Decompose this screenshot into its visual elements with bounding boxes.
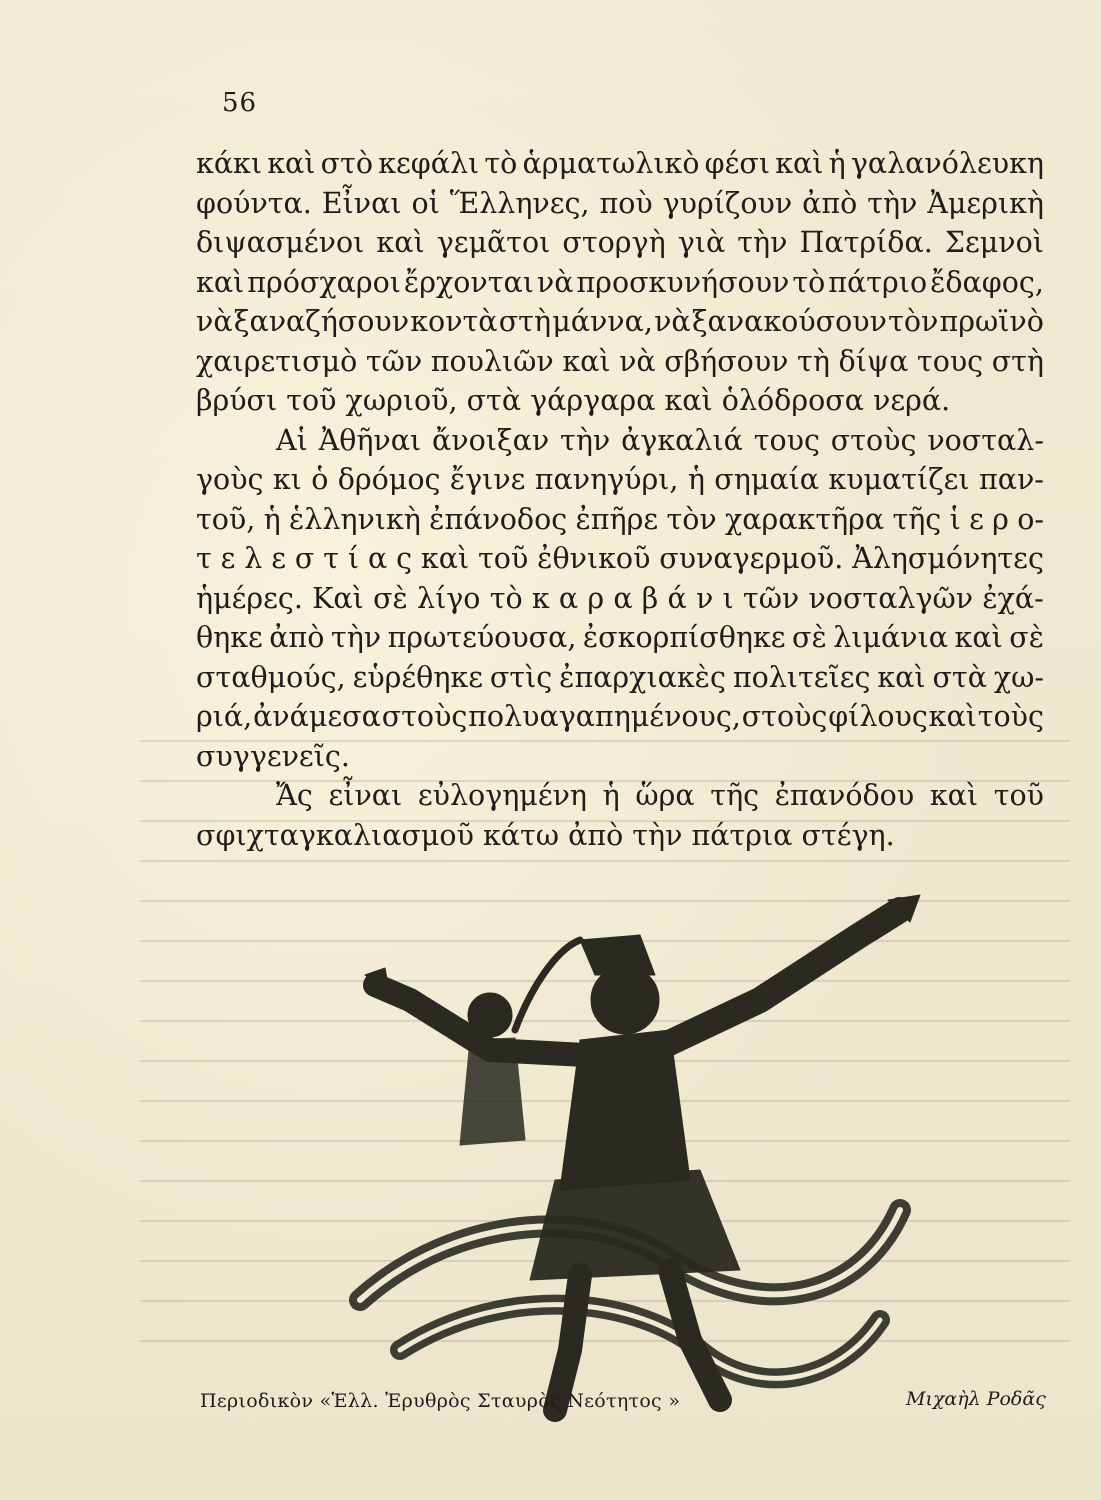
text-line: ριά, ἀνάμεσα στοὺς πολυαγαπημένους, στοὺς φίλους καὶ τοὺς [196,700,1044,733]
text-line: χαιρετισμὸ τῶν πουλιῶν καὶ νὰ σβήσουν τὴ δίψα τους στὴ [196,344,1044,378]
text-line: γοὺς κι ὁ δρόμος ἔγινε πανηγύρι, ἡ σημαία κυματίζει παν- [196,463,1044,496]
text-line: τοῦ, ἡ ἑλληνικὴ ἐπάνοδος ἐπῆρε τὸν χαρακτῆρα τῆς ἱ ε ρ ο- [196,502,1044,536]
text-line: Αἱ Ἀθῆναι ἄνοιξαν τὴν ἀγκαλιά τους στοὺς νοσταλ- [276,423,1044,457]
text-line: διψασμένοι καὶ γεμᾶτοι στοργὴ γιὰ τὴν Πατρίδα. Σεμνοὶ [196,226,1044,259]
text-line: κάκι καὶ στὸ κεφάλι τὸ ἁρματωλικὸ φέσι καὶ ἡ γαλανόλευκη [196,147,1044,180]
body-text [196,144,1044,855]
dancing-figure-illustration [340,880,940,1440]
text-line: ἡμέρες. Καὶ σὲ λίγο τὸ κ α ρ α β ά ν ι τῶν νοσταλγῶν ἐχά- [196,581,1044,615]
text-line: φούντα. Εἶναι οἱ Ἕλληνες, ποὺ γυρίζουν ἀπὸ τὴν Ἀμερικὴ [196,186,1044,220]
text-line: σταθμούς, εὑρέθηκε στὶς ἐπαρχιακὲς πολιτεῖες καὶ στὰ χω- [196,660,1044,694]
text-line: σφιχταγκαλιασμοῦ κάτω ἀπὸ τὴν πάτρια στέγη. [196,818,895,852]
text-line: συγγενεῖς. [196,739,350,773]
text-line: Ἄς εἶναι εὐλογημένη ἡ ὥρα τῆς ἐπανόδου καὶ τοῦ [276,779,1044,812]
text-line: τ ε λ ε σ τ ί α ς καὶ τοῦ ἐθνικοῦ συναγερμοῦ. Ἀλησμόνητες [196,542,1044,575]
text-line: θηκε ἀπὸ τὴν πρωτεύουσα, ἐσκορπίσθηκε σὲ λιμάνια καὶ σὲ [196,621,1044,654]
text-line: νὰ ξαναζήσουν κοντὰ στὴ μάννα, νὰ ξανακούσουν τὸν πρωϊνὸ [196,305,1044,338]
footer-source: Περιοδικὸν «Ἑλλ. Ἐρυθρὸς Σταυρὸς Νεότητος » [200,1390,681,1412]
footer-author: Μιχαὴλ Ροδᾶς [906,1388,1046,1410]
text-line: καὶ πρόσχαροι ἔρχονται νὰ προσκυνήσουν τὸ πάτριο ἔδαφος, [196,265,1044,299]
text-line: βρύσι τοῦ χωριοῦ, στὰ γάργαρα καὶ ὁλόδροσα νερά. [196,384,951,417]
page-number: 56 [222,88,258,118]
